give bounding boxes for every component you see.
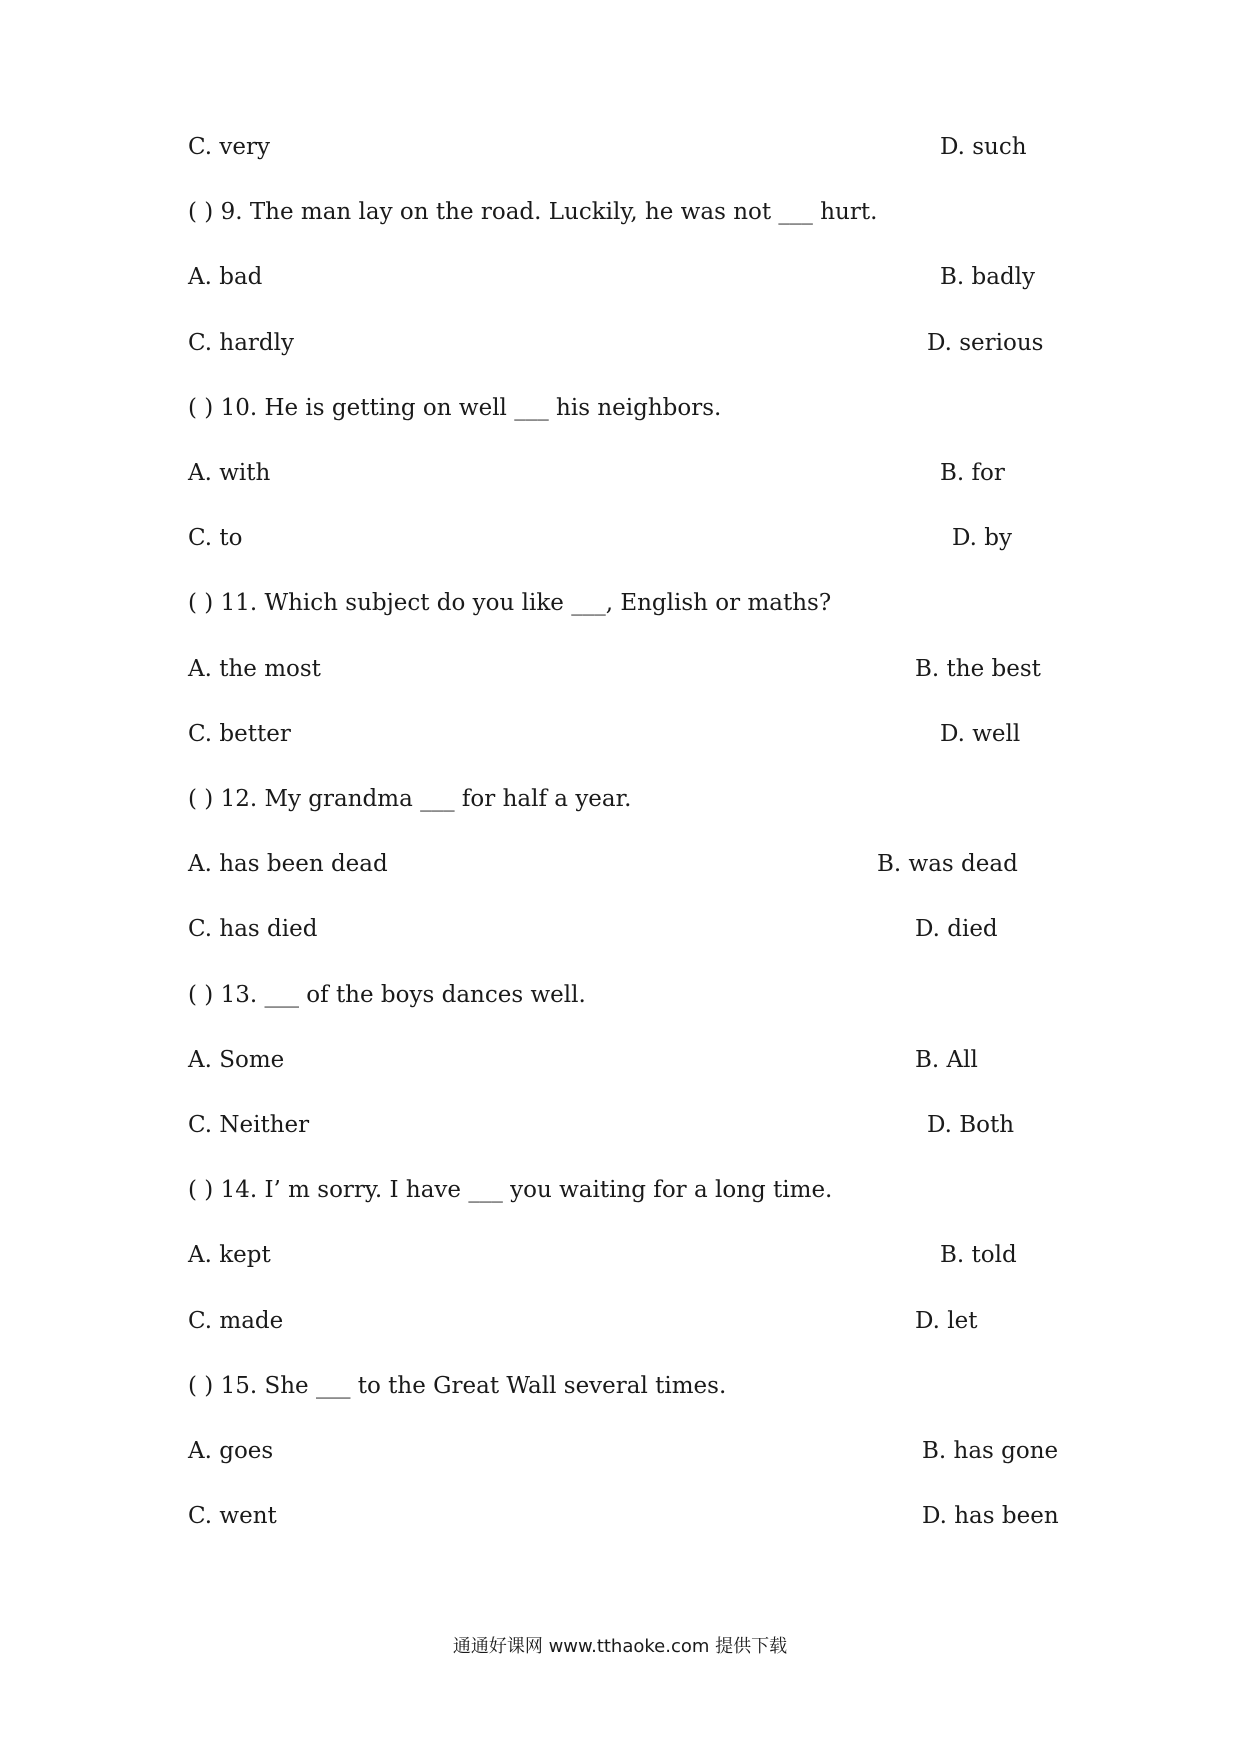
options-row	[0, 1040, 1240, 1080]
question-text: ( ) 15. She ___ to the Great Wall several times.	[188, 1372, 727, 1399]
option-left: A. kept	[188, 1242, 271, 1269]
question-stem	[0, 1366, 1240, 1406]
question-text: ( ) 10. He is getting on well ___ his neighbors.	[188, 394, 722, 421]
option-right: D. Both	[927, 1112, 1015, 1138]
option-left: A. has been dead	[188, 851, 388, 878]
options-row	[0, 323, 1240, 363]
option-right: D. by	[952, 525, 1012, 552]
question-text: ( ) 9. The man lay on the road. Luckily, he was not ___ hurt.	[188, 199, 878, 226]
question-stem	[0, 192, 1240, 232]
option-left: A. Some	[188, 1046, 285, 1073]
option-right: D. died	[915, 916, 998, 943]
question-text: ( ) 13. ___ of the boys dances well.	[188, 981, 586, 1008]
question-stem	[0, 779, 1240, 819]
options-row	[0, 1105, 1240, 1145]
question-stem	[0, 583, 1240, 623]
option-left: C. hardly	[188, 329, 294, 356]
option-left: A. with	[188, 460, 271, 486]
options-row	[0, 844, 1240, 884]
page-footer: 通通好课网 www.tthaoke.com 提供下载	[452, 1636, 788, 1657]
option-right: D. let	[915, 1307, 978, 1334]
option-right: D. well	[940, 720, 1021, 747]
option-left: C. Neither	[188, 1112, 310, 1138]
question-stem	[0, 388, 1240, 428]
option-left: C. to	[188, 525, 243, 552]
option-right: B. badly	[940, 264, 1036, 291]
question-text: ( ) 11. Which subject do you like ___, English or maths?	[188, 590, 832, 617]
options-row	[0, 909, 1240, 949]
option-right: D. serious	[927, 329, 1044, 356]
options-row	[0, 257, 1240, 297]
option-right: B. the best	[915, 655, 1041, 682]
options-row	[0, 127, 1240, 167]
option-left: C. went	[188, 1503, 277, 1530]
option-right: D. has been	[922, 1503, 1059, 1530]
option-right: B. has gone	[922, 1438, 1059, 1464]
options-row	[0, 1301, 1240, 1341]
options-row	[0, 649, 1240, 689]
question-stem	[0, 975, 1240, 1015]
options-row	[0, 714, 1240, 754]
question-stem	[0, 1170, 1240, 1210]
options-row	[0, 518, 1240, 558]
options-row	[0, 1496, 1240, 1536]
options-row	[0, 1235, 1240, 1275]
question-text: ( ) 14. I’ m sorry. I have ___ you waiting for a long time.	[188, 1177, 833, 1204]
option-left: C. very	[188, 134, 270, 160]
option-right: B. was dead	[877, 851, 1018, 878]
question-text: ( ) 12. My grandma ___ for half a year.	[188, 786, 632, 812]
option-right: B. told	[940, 1242, 1017, 1269]
option-right: D. such	[940, 134, 1027, 160]
option-left: C. has died	[188, 916, 318, 943]
options-row	[0, 1431, 1240, 1471]
option-right: B. for	[940, 460, 1005, 486]
option-left: A. the most	[188, 655, 321, 682]
option-left: C. made	[188, 1307, 284, 1334]
options-row	[0, 453, 1240, 493]
option-right: B. All	[915, 1046, 978, 1073]
option-left: C. better	[188, 720, 291, 747]
option-left: A. bad	[188, 264, 263, 291]
option-left: A. goes	[188, 1438, 274, 1464]
